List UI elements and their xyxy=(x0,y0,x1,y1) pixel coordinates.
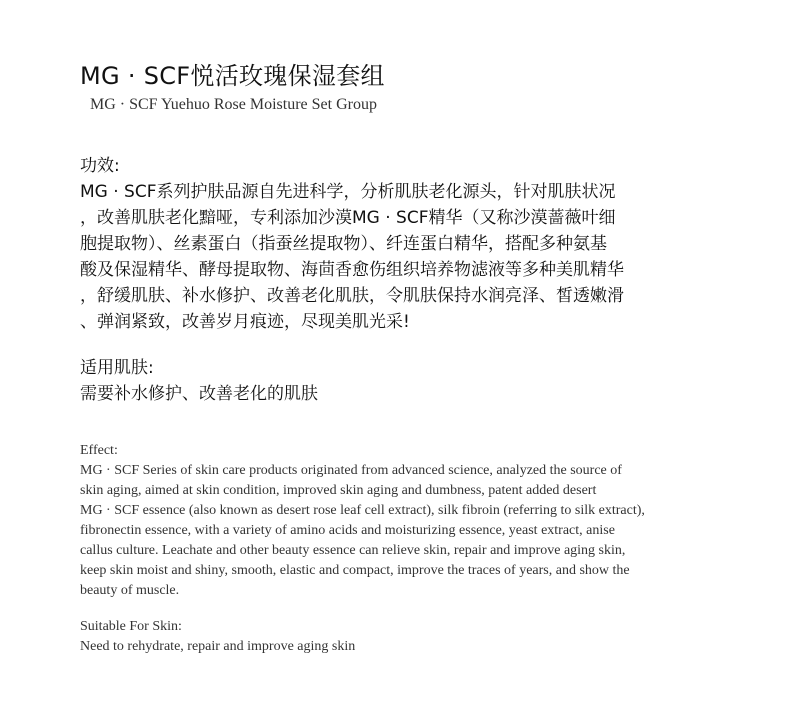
effect-description-english xyxy=(80,461,645,601)
effect-line-chinese: MG · SCF系列护肤品源自先进科学，分析肌肤老化源头，针对肌肤状况 xyxy=(80,182,616,202)
suitable-skin-text-english: Need to rehydrate, repair and improve aging skin xyxy=(80,639,356,654)
effect-line-english: keep skin moist and shiny, smooth, elastic and compact, improve the traces of years, and show the xyxy=(80,563,630,578)
effect-line-english: fibronectin essence, with a variety of amino acids and moisturizing essence, yeast extract, anise xyxy=(80,523,615,538)
page-subtitle-english: MG · SCF Yuehuo Rose Moisture Set Group xyxy=(90,96,377,113)
effect-line-english: callus culture. Leachate and other beauty essence can relieve skin, repair and improve aging skin, xyxy=(80,543,626,558)
effect-line-chinese: ，舒缓肌肤、补水修护、改善老化肌肤，令肌肤保持水润亮泽、皙透嫩滑 xyxy=(80,286,624,306)
effect-line-english: MG · SCF Series of skin care products originated from advanced science, analyzed the source of xyxy=(80,463,622,478)
suitable-skin-heading-english: Suitable For Skin: xyxy=(80,619,182,634)
suitable-skin-heading-chinese: 适用肌肤: xyxy=(80,358,154,378)
effect-line-chinese: 、弹润紧致，改善岁月痕迹，尽现美肌光采! xyxy=(80,312,410,332)
effect-line-chinese: 酸及保湿精华、酵母提取物、海茴香愈伤组织培养物滤液等多种美肌精华 xyxy=(80,260,624,280)
effect-line-english: skin aging, aimed at skin condition, improved skin aging and dumbness, patent added desert xyxy=(80,483,597,498)
effect-heading-chinese: 功效: xyxy=(80,156,120,176)
effect-line-english: MG · SCF essence (also known as desert rose leaf cell extract), silk fibroin (referring to silk extract), xyxy=(80,503,645,518)
page-title: MG · SCF悦活玫瑰保湿套组 xyxy=(80,62,385,90)
effect-line-chinese: 胞提取物）、丝素蛋白（指蚕丝提取物）、纤连蛋白精华，搭配多种氨基 xyxy=(80,234,607,254)
effect-description-chinese xyxy=(80,179,624,335)
effect-line-english: beauty of muscle. xyxy=(80,583,180,598)
effect-heading-english: Effect: xyxy=(80,443,118,458)
suitable-skin-text-chinese: 需要补水修护、改善老化的肌肤 xyxy=(80,384,318,404)
effect-line-chinese: ，改善肌肤老化黯哑，专利添加沙漠MG · SCF精华（又称沙漠蔷薇叶细 xyxy=(80,208,616,228)
